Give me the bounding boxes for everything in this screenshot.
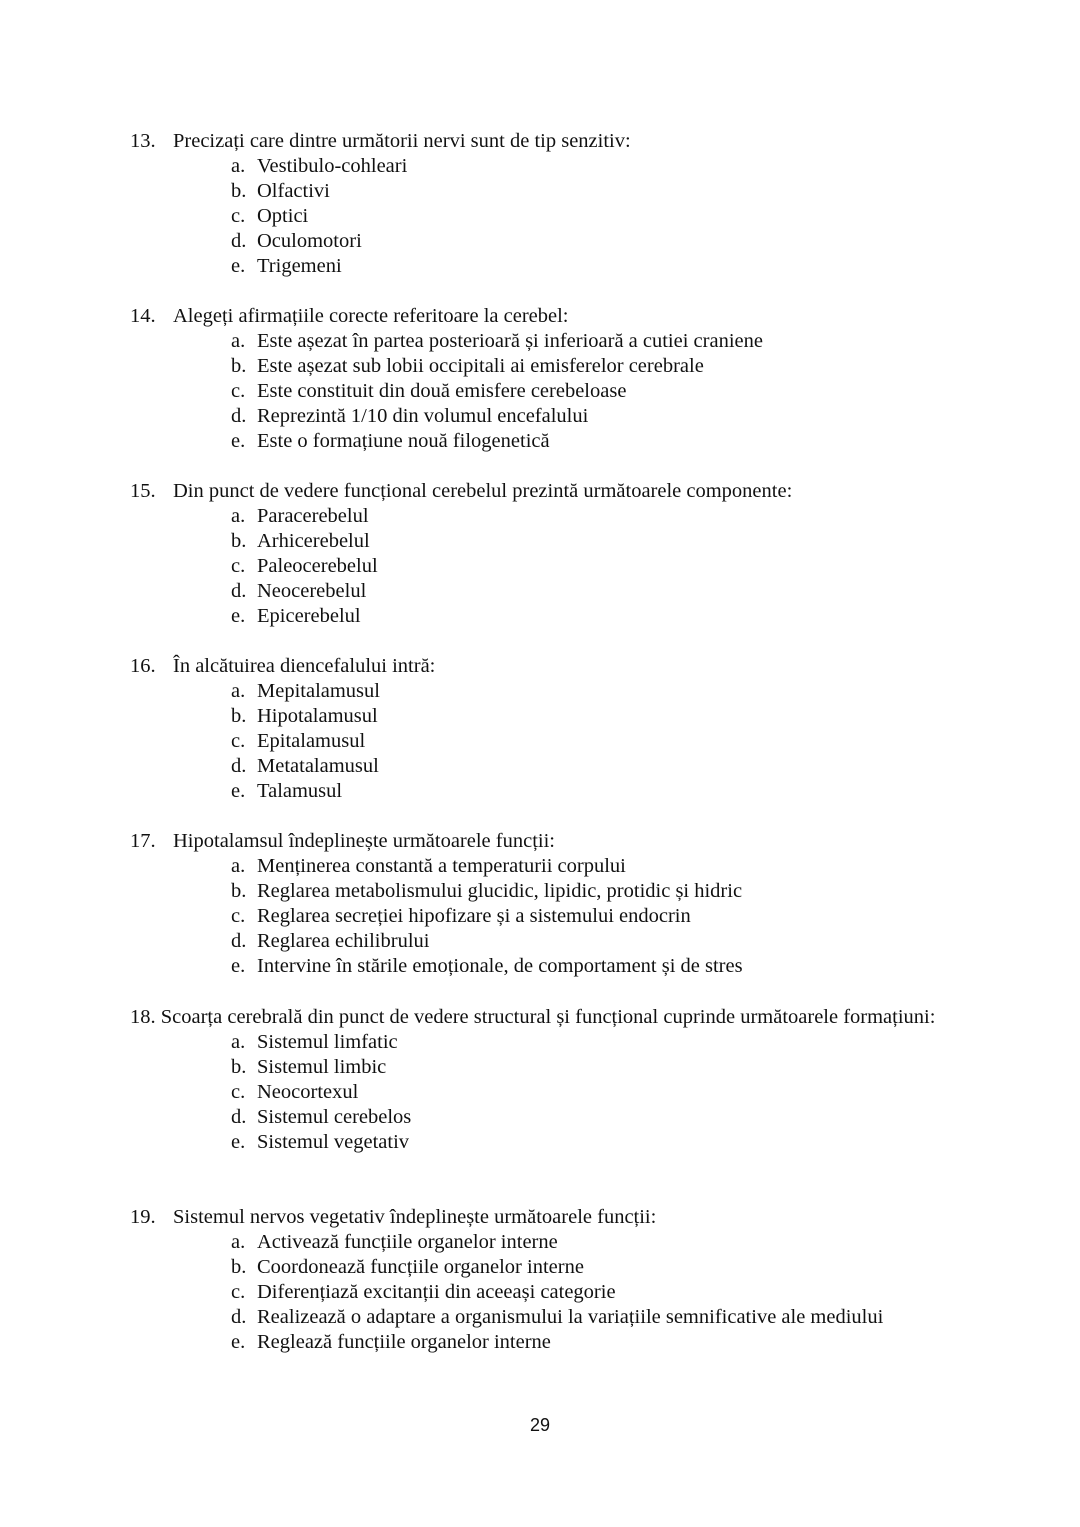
question-number: 17. [130,830,156,852]
option-letter: c. [231,1281,246,1303]
question-stem [130,479,952,504]
option-text: Talamusul [257,780,343,802]
option-letter: e. [231,955,246,977]
question-16 [130,654,952,804]
option-letter: a. [231,680,246,702]
option-item [231,1130,952,1155]
option-list [130,1030,952,1155]
option-text: Reglarea secreției hipofizare și a sistemului endocrin [257,905,691,927]
option-item [231,704,952,729]
option-item [231,379,952,404]
option-letter: c. [231,1081,246,1103]
option-list [130,1230,952,1355]
option-text: Epitalamusul [257,730,366,752]
question-19 [130,1205,952,1355]
option-text: Reglarea echilibrului [257,930,430,952]
question-number: 16. [130,655,156,677]
option-item [231,1330,952,1355]
option-item [231,1080,952,1105]
option-item [231,154,952,179]
option-item [231,504,952,529]
question-stem [130,654,952,679]
option-item [231,779,952,804]
option-text: Sistemul cerebelos [257,1106,412,1128]
option-item [231,604,952,629]
option-item [231,729,952,754]
option-text: Reglează funcțiile organelor interne [257,1331,551,1353]
option-text: Este așezat sub lobii occipitali ai emisferelor cerebrale [257,355,704,377]
question-number: 15. [130,480,156,502]
option-item [231,1030,952,1055]
question-18 [130,1005,952,1155]
option-text: Arhicerebelul [257,530,370,552]
option-text: Neocerebelul [257,580,367,602]
option-letter: d. [231,1306,247,1328]
option-text: Mepitalamusul [257,680,380,702]
option-letter: b. [231,530,247,552]
option-letter: b. [231,880,247,902]
option-letter: e. [231,1331,246,1353]
option-letter: b. [231,705,247,727]
option-text: Este constituit din două emisfere cerebeloase [257,380,627,402]
option-letter: d. [231,230,247,252]
option-letter: e. [231,605,246,627]
option-text: Metatalamusul [257,755,379,777]
option-text: Diferențiază excitanții din aceeași categorie [257,1281,616,1303]
option-item [231,404,952,429]
option-item [231,1280,952,1305]
question-stem [130,1005,952,1030]
option-item [231,529,952,554]
option-text: Sistemul vegetativ [257,1131,410,1153]
option-text: Reglarea metabolismului glucidic, lipidic, protidic și hidric [257,880,743,902]
question-text: Din punct de vedere funcțional cerebelul prezintă următoarele componente: [173,480,793,502]
option-list [130,329,952,454]
option-letter: a. [231,855,246,877]
option-item [231,179,952,204]
option-letter: c. [231,205,246,227]
option-text: Oculomotori [257,230,362,252]
question-text: În alcătuirea diencefalului intră: [173,655,436,677]
option-text: Olfactivi [257,180,330,202]
option-item [231,679,952,704]
option-item [231,1230,952,1255]
option-letter: c. [231,380,246,402]
question-stem [130,129,952,154]
question-number: 14. [130,305,156,327]
question-15 [130,479,952,629]
option-letter: e. [231,1131,246,1153]
question-text: Alegeți afirmațiile corecte referitoare la cerebel: [173,305,569,327]
option-letter: b. [231,1256,247,1278]
option-letter: c. [231,905,246,927]
option-item [231,929,952,954]
question-stem [130,304,952,329]
option-letter: d. [231,930,247,952]
question-number: 13. [130,130,156,152]
option-item [231,229,952,254]
option-letter: a. [231,330,246,352]
option-text: Trigemeni [257,255,342,277]
option-item [231,879,952,904]
option-text: Paleocerebelul [257,555,378,577]
question-stem [130,1205,952,1230]
option-list [130,504,952,629]
option-item [231,354,952,379]
option-item [231,904,952,929]
question-text: Sistemul nervos vegetativ îndeplinește următoarele funcții: [173,1206,657,1228]
option-letter: c. [231,730,246,752]
option-text: Intervine în stările emoționale, de comportament și de stres [257,955,743,977]
option-list [130,154,952,279]
option-text: Este o formațiune nouă filogenetică [257,430,550,452]
option-letter: a. [231,155,246,177]
option-letter: d. [231,755,247,777]
question-text: Scoarța cerebrală din punct de vedere structural și funcțional cuprinde următoarele formațiuni: [160,1006,936,1028]
option-letter: d. [231,405,247,427]
option-list [130,679,952,804]
option-text: Este așezat în partea posterioară și inferioară a cutiei craniene [257,330,763,352]
option-item [231,429,952,454]
page-number: 29 [529,1415,551,1435]
question-13 [130,129,952,279]
option-letter: b. [231,1056,247,1078]
option-text: Epicerebelul [257,605,361,627]
option-letter: a. [231,1231,246,1253]
option-letter: e. [231,430,246,452]
option-item [231,554,952,579]
question-14 [130,304,952,454]
option-text: Optici [257,205,309,227]
option-item [231,1105,952,1130]
option-letter: d. [231,580,247,602]
option-text: Vestibulo-cohleari [257,155,408,177]
question-17 [130,829,952,979]
option-letter: b. [231,355,247,377]
option-item [231,254,952,279]
option-text: Sistemul limbic [257,1056,387,1078]
question-text: Hipotalamsul îndeplinește următoarele funcții: [173,830,555,852]
option-letter: c. [231,555,246,577]
option-text: Menținerea constantă a temperaturii corpului [257,855,626,877]
option-letter: d. [231,1106,247,1128]
question-text: Precizați care dintre următorii nervi sunt de tip senzitiv: [173,130,631,152]
option-item [231,204,952,229]
question-stem [130,829,952,854]
option-item [231,329,952,354]
option-text: Activează funcțiile organelor interne [257,1231,558,1253]
option-text: Reprezintă 1/10 din volumul encefalului [257,405,589,427]
option-text: Realizează o adaptare a organismului la variațiile semnificative ale mediului [257,1306,884,1328]
option-item [231,1305,952,1330]
option-letter: e. [231,780,246,802]
option-item [231,579,952,604]
option-letter: b. [231,180,247,202]
option-letter: e. [231,255,246,277]
option-text: Paracerebelul [257,505,369,527]
option-list [130,854,952,979]
option-text: Coordonează funcțiile organelor interne [257,1256,584,1278]
option-item [231,954,952,979]
option-item [231,854,952,879]
option-text: Neocortexul [257,1081,359,1103]
option-text: Sistemul limfatic [257,1031,398,1053]
option-item [231,1255,952,1280]
option-item [231,1055,952,1080]
option-letter: a. [231,505,246,527]
option-letter: a. [231,1031,246,1053]
option-text: Hipotalamusul [257,705,378,727]
question-number: 18. [130,1006,156,1028]
option-item [231,754,952,779]
question-number: 19. [130,1206,156,1228]
